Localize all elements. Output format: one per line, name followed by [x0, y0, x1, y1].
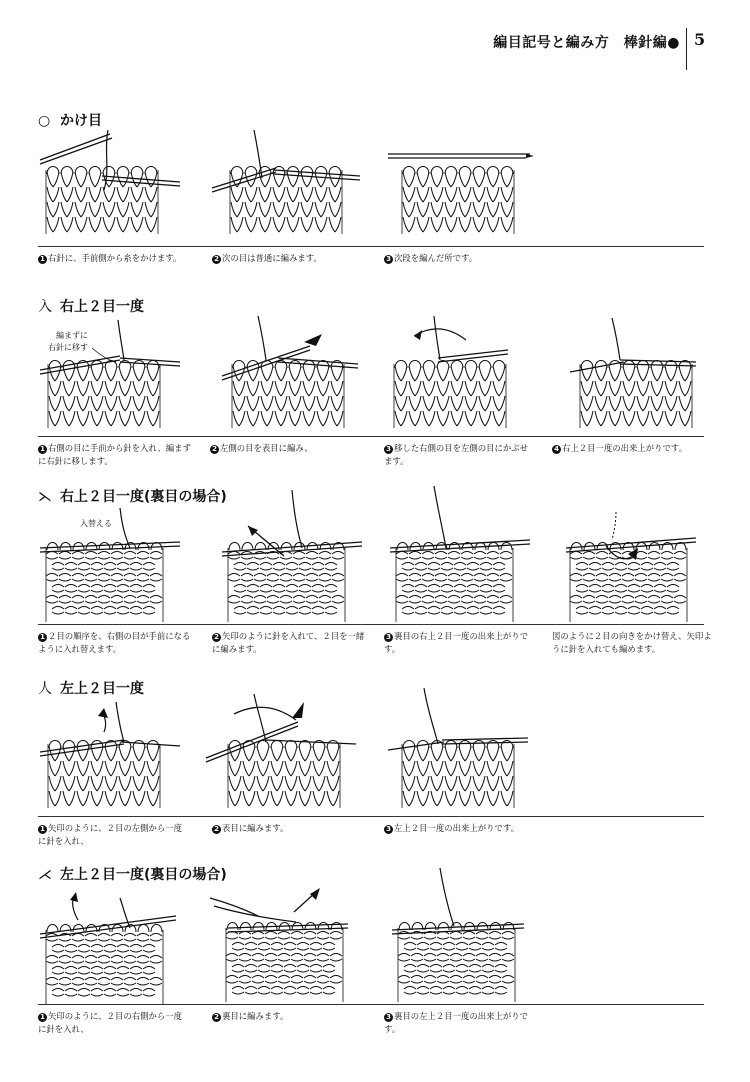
- stitch-symbol-icon: 人: [38, 681, 52, 697]
- purl-swatch: [398, 923, 515, 1003]
- step-number-badge: 2: [212, 633, 221, 642]
- stitch-symbol-icon: ○: [38, 113, 51, 129]
- step-number-badge: 2: [212, 255, 221, 264]
- knit-swatch: [228, 741, 340, 809]
- caption-text: 図のように２目の向きをかけ替え、矢印ように針を入れても編めます。: [552, 631, 712, 654]
- caption-text: 左上２目一度の出来上がりです。: [394, 823, 519, 833]
- step-number-badge: 3: [384, 825, 393, 834]
- caption-text: ２目の順序を、右側の目が手前になるように入れ替えます。: [38, 631, 191, 654]
- knit-diagram: [40, 316, 190, 436]
- caption-text: 裏目に編みます。: [222, 1011, 289, 1021]
- caption-text: 右側の目に手前から針を入れ、編まずに右針に移します。: [38, 443, 191, 466]
- page-header: [0, 28, 750, 68]
- step-number-badge: 3: [384, 255, 393, 264]
- step-number-badge: 1: [38, 255, 47, 264]
- illustration-step-2: [208, 876, 358, 1006]
- section-title-text: 左上２目一度(裏目の場合): [60, 867, 227, 883]
- purl-swatch: [226, 923, 343, 1003]
- step-number-badge: 4: [552, 445, 561, 454]
- caption-step-1: [38, 252, 208, 265]
- knit-diagram: [40, 130, 180, 240]
- section-title-text: 左上２目一度: [60, 681, 144, 697]
- caption-text: 矢印のように、２目の左側から一度に針を入れ、: [38, 823, 182, 846]
- purl-swatch: [46, 925, 163, 1005]
- caption-step-2: [210, 442, 370, 455]
- step-number-badge: 2: [212, 825, 221, 834]
- caption-step-3: [384, 442, 534, 468]
- step-number-badge: 1: [38, 825, 47, 834]
- caption-step-3: [384, 822, 554, 835]
- illustration-step-1: [40, 508, 190, 628]
- illustration-step-1: [40, 890, 190, 1006]
- caption-text: 右針に、手前側から糸をかけます。: [48, 253, 182, 263]
- note-label: 右針に移す: [48, 343, 88, 352]
- illustration-step-3: [392, 868, 542, 1004]
- step-number-badge: 2: [210, 445, 219, 454]
- illustration-step-2: [206, 684, 366, 813]
- illustration-step-2: [222, 486, 372, 628]
- caption-step-2: [212, 822, 372, 835]
- knit-diagram: [40, 698, 190, 813]
- caption-alt: [552, 630, 712, 656]
- stitch-symbol-icon: ⋋: [38, 489, 52, 505]
- section-title-text: 右上２目一度(裏目の場合): [60, 489, 227, 505]
- caption-step-3: [384, 252, 554, 265]
- purl-diagram: [40, 508, 190, 628]
- stitch-symbol-icon: ⋌: [38, 867, 52, 883]
- caption-text: 次段を編んだ所です。: [394, 253, 478, 263]
- step-number-badge: 1: [38, 1013, 47, 1022]
- caption-text: 表目に編みます。: [222, 823, 289, 833]
- step-number-badge: 3: [384, 633, 393, 642]
- knit-swatch: [402, 741, 514, 809]
- knit-diagram: [206, 684, 366, 813]
- caption-step-1: [38, 442, 198, 468]
- knit-swatch: [48, 741, 160, 809]
- section-title: [38, 110, 102, 130]
- stitch-symbol-icon: 入: [38, 299, 52, 315]
- section-title-text: 右上２目一度: [60, 299, 144, 315]
- purl-swatch: [46, 543, 163, 623]
- section-title: [38, 296, 144, 316]
- knit-swatch: [402, 167, 514, 235]
- illustration-step-3: [388, 130, 538, 240]
- caption-text: 矢印のように、２目の右側から一度に針を入れ、: [38, 1011, 182, 1034]
- illustration-step-2: [212, 130, 362, 240]
- purl-diagram: [222, 486, 372, 628]
- purl-diagram: [392, 868, 542, 1004]
- knit-diagram: [566, 316, 706, 436]
- caption-step-1: [38, 630, 198, 656]
- section-title: [38, 678, 144, 698]
- illustration-step-4: [566, 316, 706, 436]
- knit-diagram: [388, 688, 538, 813]
- knit-diagram: [388, 130, 538, 240]
- purl-diagram: [566, 508, 706, 628]
- knit-diagram: [384, 316, 534, 436]
- purl-diagram: [40, 890, 190, 1006]
- purl-diagram: [390, 486, 540, 628]
- header-title: 編目記号と編み方 棒針編●: [493, 35, 680, 51]
- caption-step-2: [212, 1010, 372, 1023]
- note-label: 入替える: [80, 519, 112, 528]
- step-number-badge: 1: [38, 633, 47, 642]
- section-divider: [38, 624, 704, 625]
- illustration-step-3: [388, 688, 538, 813]
- knit-swatch: [580, 361, 692, 429]
- caption-step-3: [384, 1010, 534, 1036]
- step-number-badge: 2: [212, 1013, 221, 1022]
- section-divider: [38, 1004, 704, 1005]
- caption-text: 裏目の左上２目一度の出来上がりです。: [384, 1011, 528, 1034]
- note-label: 編まずに: [56, 331, 88, 340]
- header-divider: [686, 28, 687, 70]
- purl-diagram: [208, 876, 358, 1006]
- caption-text: 次の目は普通に編みます。: [222, 253, 322, 263]
- step-number-badge: 1: [38, 445, 47, 454]
- section-title: [38, 864, 227, 884]
- purl-swatch: [396, 543, 513, 623]
- illustration-step-1: [40, 316, 190, 436]
- step-number-badge: 3: [384, 445, 393, 454]
- caption-text: 左側の目を表目に編み、: [220, 443, 313, 453]
- knit-diagram: [218, 316, 368, 436]
- section-divider: [38, 436, 704, 437]
- caption-text: 矢印のように針を入れて、２目を一緒に編みます。: [212, 631, 365, 654]
- caption-text: 右上２目一度の出来上がりです。: [562, 443, 687, 453]
- purl-swatch: [570, 543, 687, 623]
- caption-step-2: [212, 252, 382, 265]
- caption-step-4: [552, 442, 712, 455]
- illustration-step-2: [218, 316, 368, 436]
- illustration-step-1: [40, 130, 180, 240]
- knit-swatch: [48, 361, 160, 429]
- caption-text: 移した右側の目を左側の目にかぶせます。: [384, 443, 528, 466]
- caption-step-3: [384, 630, 534, 656]
- page-number: 5: [694, 30, 706, 49]
- section-divider: [38, 246, 704, 247]
- section-title: [38, 486, 227, 506]
- caption-step-1: [38, 1010, 188, 1036]
- illustration-alt: [566, 508, 706, 628]
- step-number-badge: 3: [384, 1013, 393, 1022]
- illustration-step-1: [40, 698, 190, 813]
- section-divider: [38, 816, 704, 817]
- illustration-step-3: [390, 486, 540, 628]
- knit-diagram: [212, 130, 362, 240]
- caption-step-2: [212, 630, 372, 656]
- section-title-text: かけ目: [60, 113, 102, 129]
- illustration-step-3: [384, 316, 534, 436]
- caption-text: 裏目の右上２目一度の出来上がりです。: [384, 631, 528, 654]
- caption-step-1: [38, 822, 188, 848]
- knit-swatch: [394, 361, 506, 429]
